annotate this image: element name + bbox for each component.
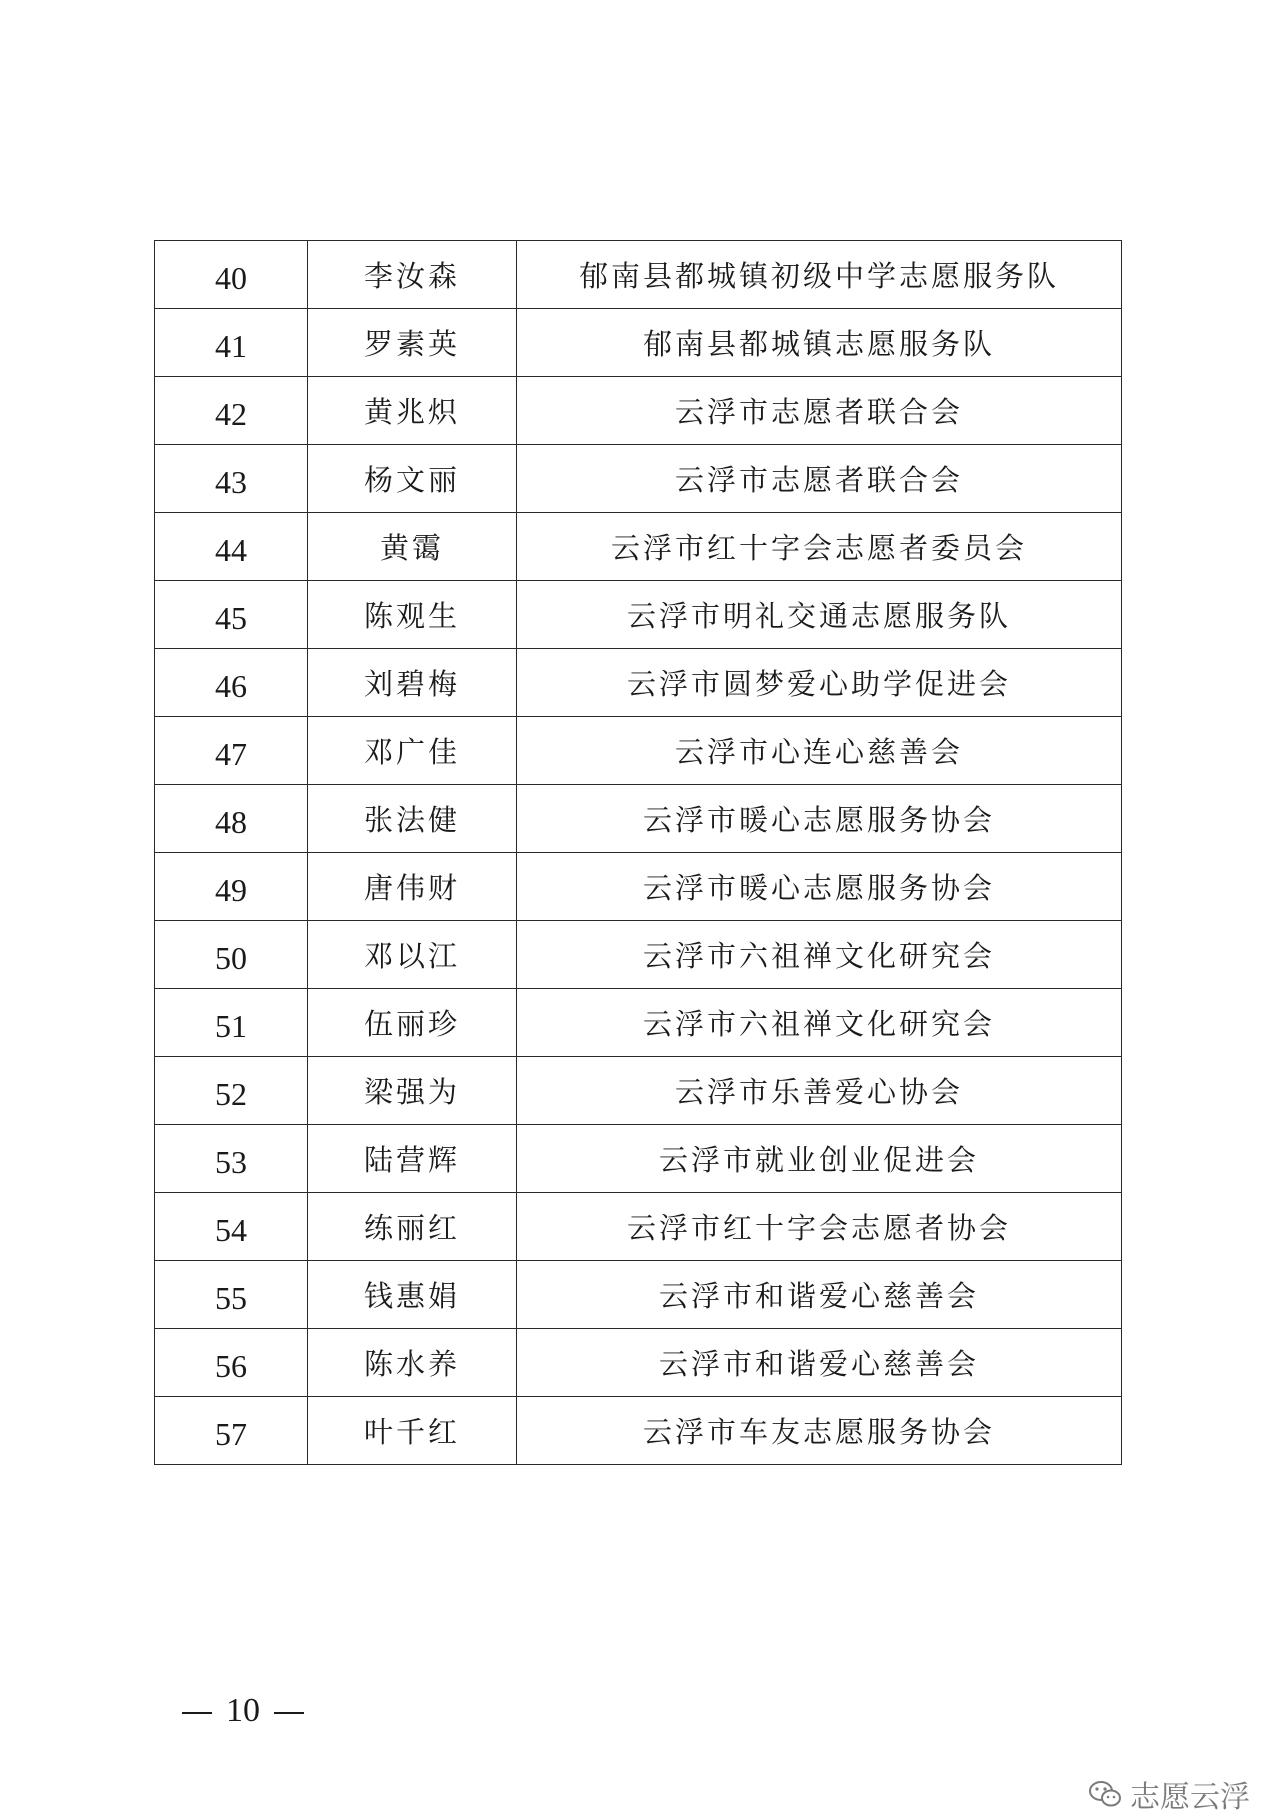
organization-cell: 云浮市暖心志愿服务协会 [517, 853, 1122, 921]
name-cell: 李汝森 [308, 241, 517, 309]
row-number-cell: 53 [155, 1125, 308, 1193]
organization-cell: 云浮市心连心慈善会 [517, 717, 1122, 785]
name-cell: 陆营辉 [308, 1125, 517, 1193]
organization-cell: 云浮市暖心志愿服务协会 [517, 785, 1122, 853]
row-number-cell: 50 [155, 921, 308, 989]
organization-cell: 郁南县都城镇志愿服务队 [517, 309, 1122, 377]
row-number-cell: 54 [155, 1193, 308, 1261]
name-cell: 伍丽珍 [308, 989, 517, 1057]
table-row [155, 581, 1122, 649]
table-row [155, 377, 1122, 445]
table-row [155, 445, 1122, 513]
organization-cell: 云浮市六祖禅文化研究会 [517, 989, 1122, 1057]
roster-table [154, 240, 1122, 1465]
name-cell: 罗素英 [308, 309, 517, 377]
name-cell: 陈观生 [308, 581, 517, 649]
row-number-cell: 45 [155, 581, 308, 649]
row-number-cell: 44 [155, 513, 308, 581]
organization-cell: 云浮市六祖禅文化研究会 [517, 921, 1122, 989]
watermark-text: 志愿云浮 [1130, 1780, 1250, 1815]
table-row [155, 1193, 1122, 1261]
page-number-value: 10 [226, 1692, 260, 1729]
row-number-cell: 42 [155, 377, 308, 445]
name-cell: 黄霭 [308, 513, 517, 581]
organization-cell: 云浮市志愿者联合会 [517, 377, 1122, 445]
name-cell: 邓广佳 [308, 717, 517, 785]
row-number-cell: 41 [155, 309, 308, 377]
table-row [155, 921, 1122, 989]
organization-cell: 云浮市就业创业促进会 [517, 1125, 1122, 1193]
organization-cell: 云浮市红十字会志愿者协会 [517, 1193, 1122, 1261]
table-row [155, 1329, 1122, 1397]
table-row [155, 1057, 1122, 1125]
row-number-cell: 56 [155, 1329, 308, 1397]
row-number-cell: 43 [155, 445, 308, 513]
table-row [155, 649, 1122, 717]
page-number-dash-left [182, 1712, 212, 1714]
table-row [155, 241, 1122, 309]
row-number-cell: 48 [155, 785, 308, 853]
organization-cell: 云浮市和谐爱心慈善会 [517, 1261, 1122, 1329]
row-number-cell: 47 [155, 717, 308, 785]
row-number-cell: 49 [155, 853, 308, 921]
name-cell: 唐伟财 [308, 853, 517, 921]
table-row [155, 513, 1122, 581]
table-row [155, 1261, 1122, 1329]
row-number-cell: 55 [155, 1261, 308, 1329]
row-number-cell: 51 [155, 989, 308, 1057]
organization-cell: 云浮市志愿者联合会 [517, 445, 1122, 513]
roster-table-body [155, 241, 1122, 1465]
organization-cell: 云浮市乐善爱心协会 [517, 1057, 1122, 1125]
row-number-cell: 46 [155, 649, 308, 717]
name-cell: 杨文丽 [308, 445, 517, 513]
name-cell: 钱惠娟 [308, 1261, 517, 1329]
name-cell: 叶千红 [308, 1397, 517, 1465]
page-number-dash-right [274, 1712, 304, 1714]
name-cell: 张法健 [308, 785, 517, 853]
page-number [168, 1692, 318, 1730]
name-cell: 黄兆炽 [308, 377, 517, 445]
row-number-cell: 57 [155, 1397, 308, 1465]
row-number-cell: 40 [155, 241, 308, 309]
organization-cell: 云浮市和谐爱心慈善会 [517, 1329, 1122, 1397]
table-row [155, 853, 1122, 921]
table-row [155, 309, 1122, 377]
table-row [155, 1125, 1122, 1193]
name-cell: 邓以江 [308, 921, 517, 989]
table-row [155, 785, 1122, 853]
organization-cell: 郁南县都城镇初级中学志愿服务队 [517, 241, 1122, 309]
name-cell: 梁强为 [308, 1057, 517, 1125]
table-row [155, 717, 1122, 785]
wechat-icon [1088, 1779, 1122, 1809]
table-row [155, 989, 1122, 1057]
table-row [155, 1397, 1122, 1465]
name-cell: 陈水养 [308, 1329, 517, 1397]
organization-cell: 云浮市车友志愿服务协会 [517, 1397, 1122, 1465]
organization-cell: 云浮市明礼交通志愿服务队 [517, 581, 1122, 649]
name-cell: 刘碧梅 [308, 649, 517, 717]
organization-cell: 云浮市红十字会志愿者委员会 [517, 513, 1122, 581]
organization-cell: 云浮市圆梦爱心助学促进会 [517, 649, 1122, 717]
watermark [1088, 1772, 1250, 1816]
name-cell: 练丽红 [308, 1193, 517, 1261]
row-number-cell: 52 [155, 1057, 308, 1125]
